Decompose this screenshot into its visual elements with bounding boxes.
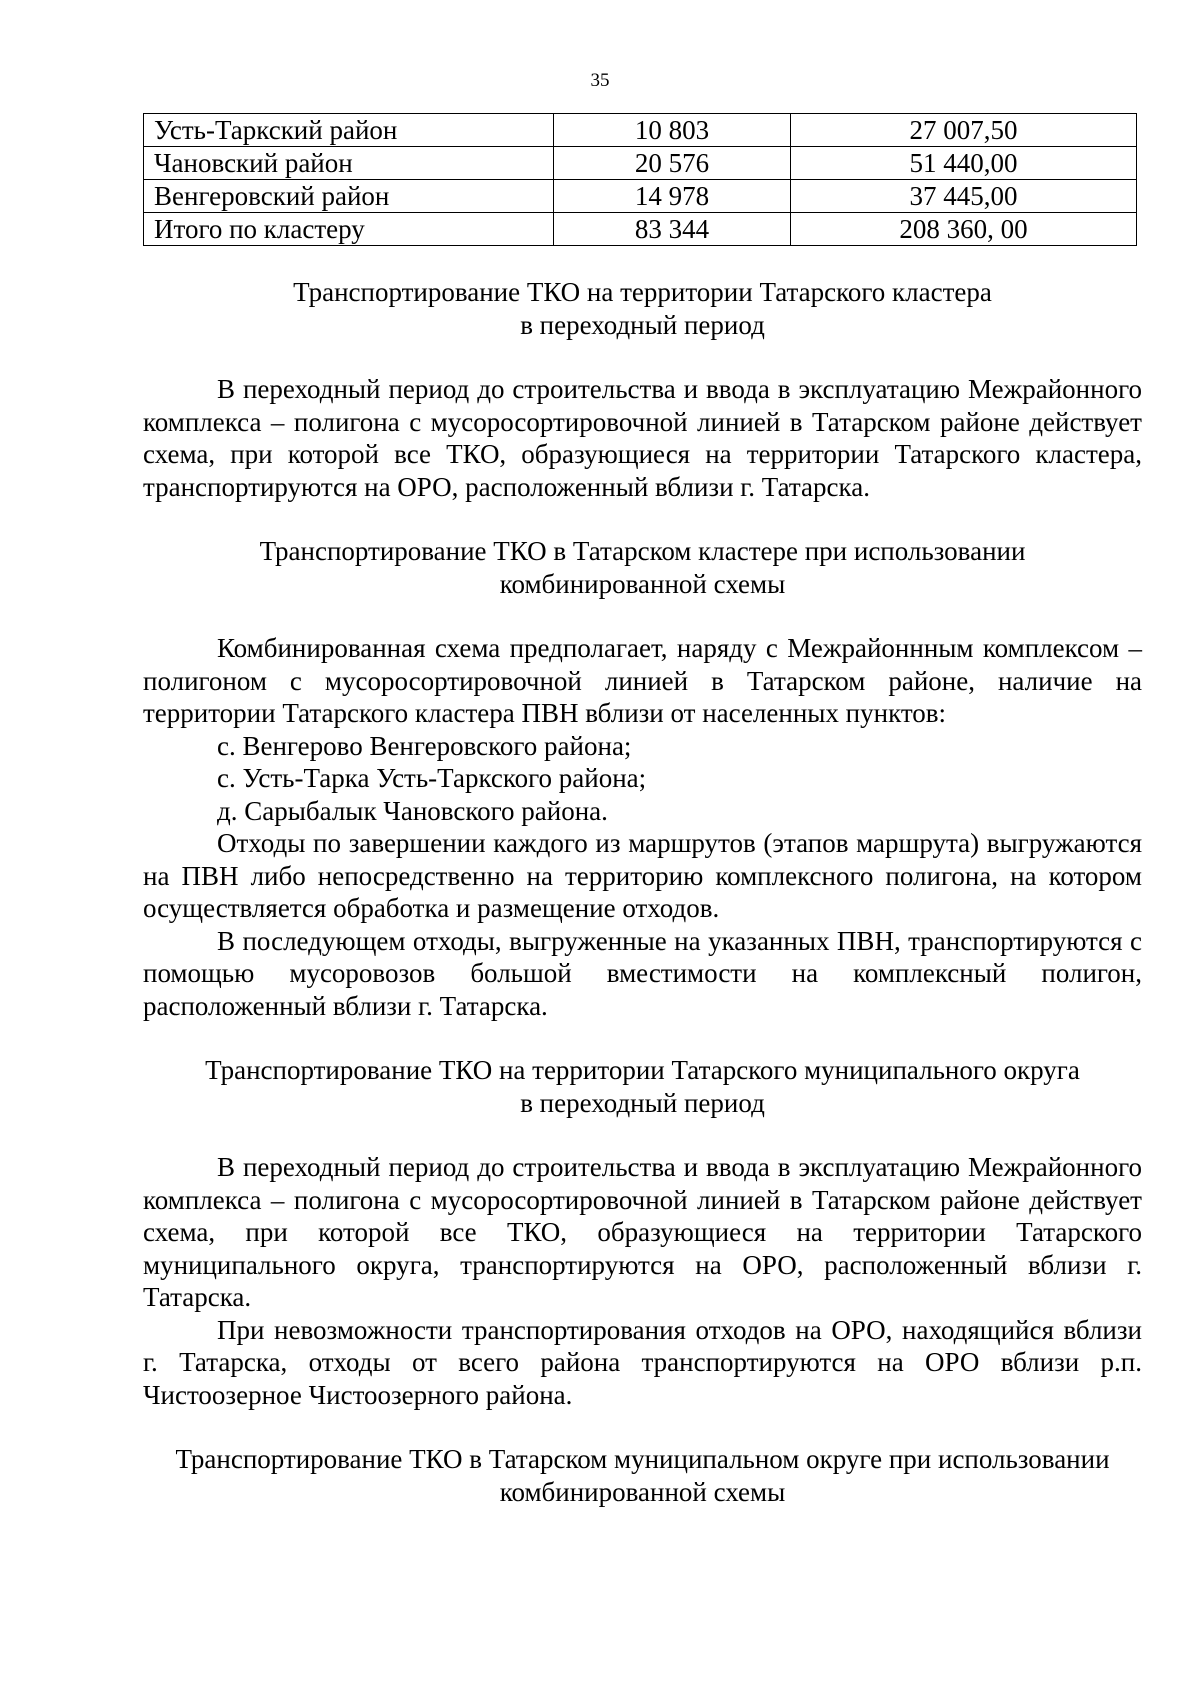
table-cell-value1: 14 978: [554, 180, 791, 213]
table-cell-name: Итого по кластеру: [144, 213, 554, 246]
section-heading-line: Транспортирование ТКО в Татарском муниципальном округе при использовании: [175, 1444, 1110, 1474]
section-heading: [143, 1443, 1142, 1508]
section-heading: [143, 1054, 1142, 1119]
section-heading-line: комбинированной схемы: [499, 568, 786, 599]
list-item: с. Усть-Тарка Усть-Таркского района;: [217, 763, 647, 793]
paragraph: Комбинированная схема предполагает, наряду с Межрайоннным комплексом – полигоном с мусоросортировочной линией в Татарском районе, наличие на территории Татарского кластера ПВН вблизи от населенных пунктов:: [143, 633, 1142, 728]
paragraph: При невозможности транспортирования отходов на ОРО, находящийся вблизи г. Татарска, отходы от всего района транспортируются на ОРО вблизи р.п. Чистоозерное Чистоозерного района.: [143, 1314, 1142, 1410]
section-heading-line: Транспортирование ТКО на территории Татарского муниципального округа: [205, 1055, 1080, 1085]
table-cell-value1: 83 344: [554, 213, 791, 246]
table-cell-name: Венгеровский район: [144, 180, 554, 213]
table-cell-value2: 208 360, 00: [791, 213, 1137, 246]
section-heading-line: комбинированной схемы: [499, 1476, 786, 1507]
table-cell-value1: 20 576: [554, 147, 791, 180]
list-item: с. Венгерово Венгеровского района;: [217, 730, 632, 761]
table-row-total: [144, 213, 1137, 246]
section-heading-line: в переходный период: [520, 309, 765, 340]
section-heading-line: Транспортирование ТКО на территории Татарского кластера: [293, 277, 992, 307]
section-heading: [143, 276, 1142, 341]
table-cell-name: Усть-Таркский район: [144, 114, 554, 147]
paragraph: В переходный период до строительства и ввода в эксплуатацию Межрайонного комплекса – полигона с мусоросортировочной линией в Татарском районе действует схема, при которой все ТКО, образующиеся на территории Татарского кластера, транспортируются на ОРО, расположенный вблизи г. Татарска.: [143, 374, 1142, 502]
table-row: [144, 180, 1137, 213]
list-item: д. Сарыбалык Чановского района.: [217, 795, 608, 826]
table-cell-value2: 37 445,00: [791, 180, 1137, 213]
table-row: [144, 147, 1137, 180]
table-cell-value2: 51 440,00: [791, 147, 1137, 180]
summary-table: [143, 113, 1137, 246]
table-cell-value1: 10 803: [554, 114, 791, 147]
paragraph: В переходный период до строительства и ввода в эксплуатацию Межрайонного комплекса – полигона с мусоросортировочной линией в Татарском районе действует схема, при которой все ТКО, образующиеся на территории Татарского муниципального округа, транспортируются на ОРО, расположенный вблизи г. Татарска.: [143, 1152, 1142, 1312]
paragraph: Отходы по завершении каждого из маршрутов (этапов маршрута) выгружаются на ПВН либо непосредственно на территорию комплексного полигона, на котором осуществляется обработка и размещение отходов.: [143, 828, 1142, 923]
paragraph: В последующем отходы, выгруженные на указанных ПВН, транспортируются с помощью мусоровозов большой вместимости на комплексный полигон, расположенный вблизи г. Татарска.: [143, 925, 1142, 1021]
section-heading-line: Транспортирование ТКО в Татарском кластере при использовании: [259, 536, 1026, 566]
table-row: [144, 114, 1137, 147]
document-body: [143, 113, 1142, 1508]
table-cell-name: Чановский район: [144, 147, 554, 180]
section-heading-line: в переходный период: [520, 1087, 765, 1118]
page-number: 35: [590, 70, 610, 91]
section-heading: [143, 535, 1142, 600]
table-cell-value2: 27 007,50: [791, 114, 1137, 147]
